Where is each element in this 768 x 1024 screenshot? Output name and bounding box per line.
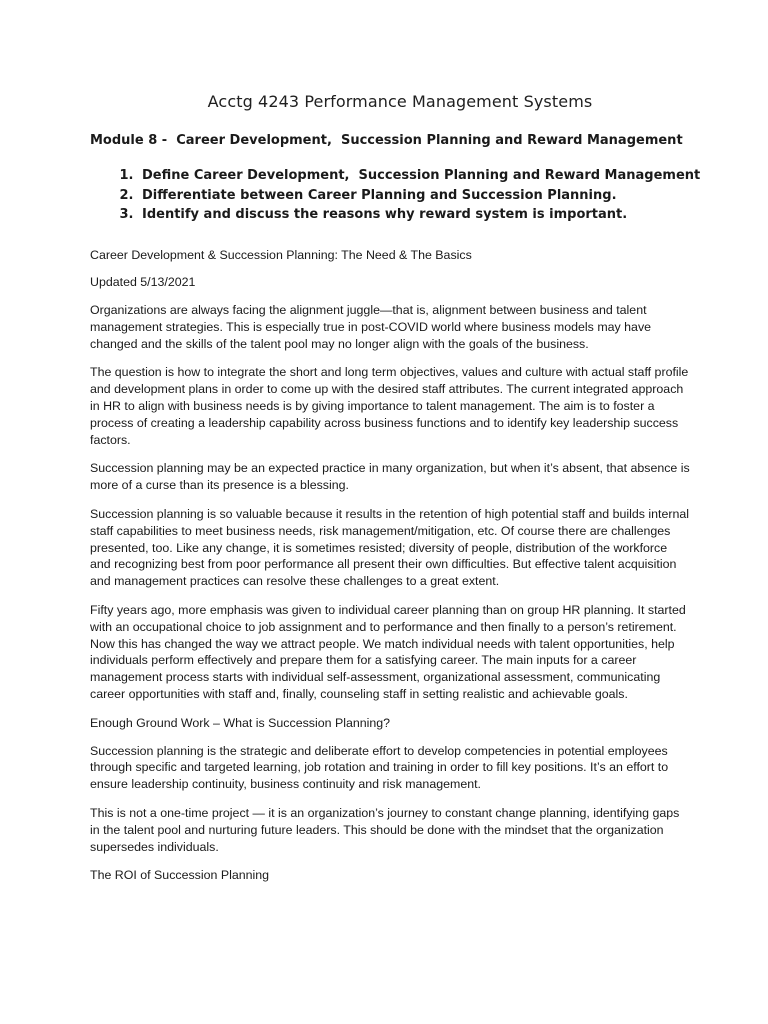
updated-date: Updated 5/13/2021 [90, 275, 196, 290]
objective-item: 2. Differentiate between Career Planning and Succession Planning. [138, 186, 690, 206]
body-paragraph: Fifty years ago, more emphasis was given to individual career planning than on group HR planning. It started with an occupational choice to job assignment and to performance and then finally to a person’s retirement. Now this has changed the way we attract people. We match individual needs with talent opportunities, help individuals perform effectively and prepare them for a satisfying career. The main inputs for a career management process starts with individual self-assessment, organizational assessment, communicating career opportunities with staff and, finally, counseling staff in setting realistic and achievable goals. [90, 603, 686, 702]
article-title: Career Development & Succession Planning: The Need & The Basics [90, 247, 472, 262]
body-paragraph: The question is how to integrate the short and long term objectives, values and culture with actual staff profile and development plans in order to come up with the desired staff attributes. The current integrated approach in HR to align with business needs is by giving importance to talent management. The aim is to foster a process of creating a leadership capability across business functions and to identify key leadership success factors. [90, 365, 689, 447]
body-paragraph: Succession planning may be an expected practice in many organization, but when it’s absent, that absence is more of a curse than its presence is a blessing. [90, 461, 690, 493]
roi-heading: The ROI of Succession Planning [90, 868, 270, 883]
document-page [90, 92, 701, 895]
body-paragraph: Succession planning is so valuable because it results in the retention of high potential staff and builds internal staff capabilities to meet business needs, risk management/mitigation, etc. Of course there are challenges presented, too. Like any change, it is sometimes resisted; diversity of people, distribution of the workforce and recognizing best from poor performance all present their own difficulties. But effective talent acquisition and management practices can resolve these challenges to a great extent. [90, 507, 690, 589]
section-heading: Enough Ground Work – What is Succession Planning? [90, 715, 391, 730]
objective-item: 1. Define Career Development, Succession Planning and Reward Management [138, 166, 690, 186]
objectives-list [90, 166, 701, 225]
section-paragraph: This is not a one-time project — it is an organization’s journey to constant change planning, identifying gaps in the talent pool and nurturing future leaders. This should be done with the mindset that the organization supersedes individuals. [90, 806, 680, 854]
module-heading: Module 8 - Career Development, Succession Planning and Reward Management [90, 133, 683, 148]
objective-item: 3. Identify and discuss the reasons why reward system is important. [138, 205, 690, 225]
document-title: Acctg 4243 Performance Management Systems [207, 92, 593, 111]
section-paragraph: Succession planning is the strategic and deliberate effort to develop competencies in potential employees through specific and targeted learning, job rotation and training in order to fill key positions. It’s an effort to ensure leadership continuity, business continuity and risk management. [90, 743, 669, 792]
body-paragraph: Organizations are always facing the alignment juggle—that is, alignment between business and talent management strategies. This is especially true in post-COVID world where business models may have changed and the skills of the talent pool may no longer align with the goals of the business. [90, 303, 652, 351]
